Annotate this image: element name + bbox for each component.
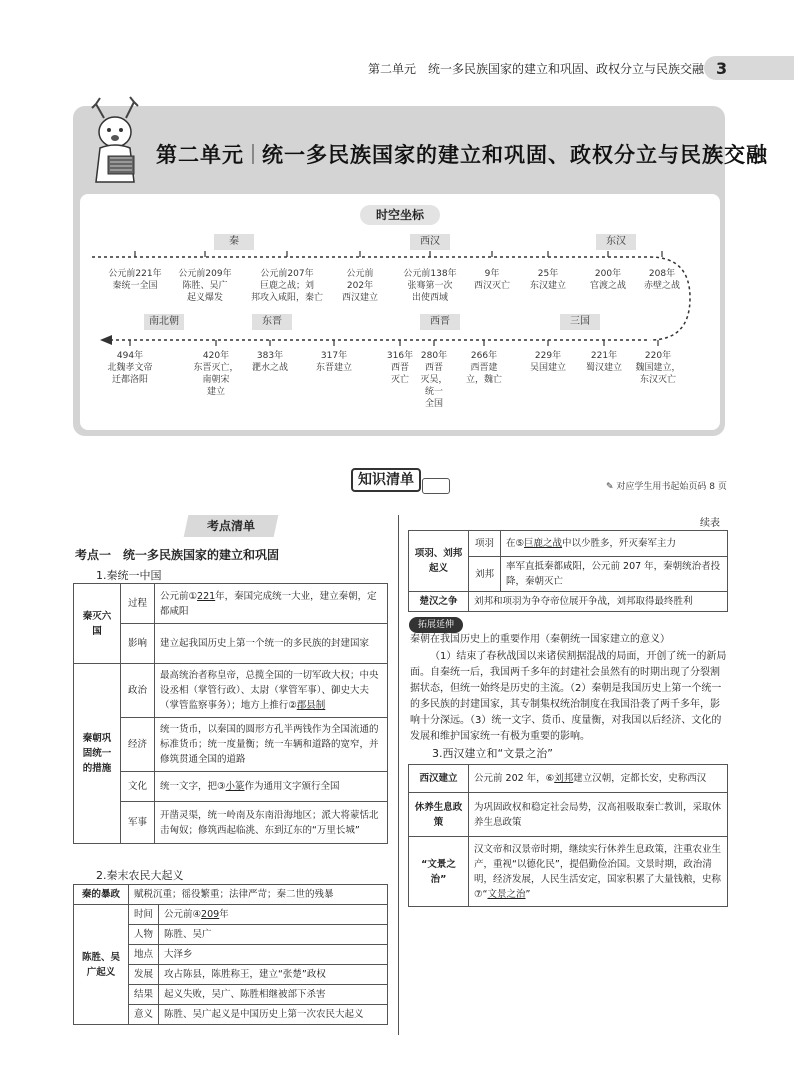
row-label: 经济 <box>121 718 155 772</box>
row-label: 项羽 <box>469 531 501 557</box>
unit-title-text: 统一多民族国家的建立和巩固、政权分立与民族交融 <box>262 143 768 167</box>
row-label: “文景之治” <box>409 837 469 907</box>
row-text: 起义失败，吴广、陈胜相继被部下杀害 <box>159 985 388 1005</box>
row-text: 为巩固政权和稳定社会局势，汉高祖吸取秦亡教训，采取休养生息政策 <box>469 793 728 837</box>
section3-title: 3.西汉建立和“文景之治” <box>432 747 553 760</box>
row-text: 汉文帝和汉景帝时期，继续实行休养生息政策，注重农业生产，重视“以德化民”，提倡勤俭治国。文景时期，政治清明，经济发展，人民生活安定，国家积累了大量钱粮，史称⑦“文景之治” <box>469 837 728 907</box>
row-label: 军事 <box>121 802 155 844</box>
kp1-title: 考点一 统一多民族国家的建立和巩固 <box>75 548 280 562</box>
row-label: 休养生息政策 <box>409 793 469 837</box>
row-text: 统一文字，把③小篆作为通用文字颁行全国 <box>155 772 388 802</box>
dynasty-qin: 秦 <box>214 234 254 250</box>
reference-note-text: 对应学生用书起始页码 8 页 <box>616 482 727 492</box>
dynasty-three-kingdoms: 三国 <box>560 314 600 330</box>
extension-title: 秦朝在我国历史上的重要作用（秦朝统一国家建立的意义） <box>410 634 670 645</box>
timeline-title: 时空坐标 <box>360 205 440 225</box>
running-title: 第二单元 统一多民族国家的建立和巩固、政权分立与民族交融 <box>368 62 705 76</box>
dynasty-western-jin: 西晋 <box>420 314 460 330</box>
timeline-event: 公元前209年 陈胜、吴广 起义爆发 <box>178 269 232 303</box>
timeline-event: 420年 东晋灭亡， 南朝宋 建立 <box>193 351 239 397</box>
timeline-event: 公元前221年 秦统一全国 <box>108 269 162 291</box>
row-label: 时间 <box>129 905 159 925</box>
row-label: 文化 <box>121 772 155 802</box>
row-text: 陈胜、吴广起义是中国历史上第一次农民大起义 <box>159 1005 388 1025</box>
row-text: 大泽乡 <box>159 945 388 965</box>
timeline-event: 25年 东汉建立 <box>529 269 567 291</box>
western-han-table <box>408 764 728 907</box>
row-text: 公元前①221年，秦国完成统一大业，建立秦朝，定都咸阳 <box>155 584 388 624</box>
row-text: 最高统治者称皇帝，总揽全国的一切军政大权；中央设丞相（掌管行政）、太尉（掌管军事）、御史大夫（掌管监察事务）；地方上推行②郡县制 <box>155 664 388 718</box>
row-text: 攻占陈县，陈胜称王，建立“张楚”政权 <box>159 965 388 985</box>
timeline-event: 316年 西晋 灭亡 <box>386 351 414 385</box>
row-text: 在⑤巨鹿之战中以少胜多，歼灭秦军主力 <box>501 531 728 557</box>
section1-title: 1.秦统一中国 <box>96 569 162 582</box>
timeline-event: 266年 西晋建 立，魏亡 <box>465 351 503 385</box>
timeline-event: 494年 北魏孝文帝 迁都洛阳 <box>107 351 153 385</box>
row-label: 人物 <box>129 925 159 945</box>
timeline-event: 220年 魏国建立， 东汉灭亡 <box>635 351 681 385</box>
row-label: 意义 <box>129 1005 159 1025</box>
dynasty-southern-northern: 南北朝 <box>144 314 184 330</box>
row-label: 刘邦 <box>469 557 501 592</box>
timeline-event: 公元前138年 张骞第一次 出使西域 <box>403 269 457 303</box>
timeline-event: 公元前 202年 西汉建立 <box>341 269 379 303</box>
column-divider <box>398 515 399 1035</box>
row-text: 率军直抵秦都咸阳，公元前 207 年，秦朝统治者投降，秦朝灭亡 <box>501 557 728 592</box>
group-label: 项羽、刘邦起义 <box>409 531 469 592</box>
row-text: 公元前 202 年，⑥刘邦建立汉朝，定都长安，史称西汉 <box>469 765 728 793</box>
row-label: 楚汉之争 <box>409 592 469 612</box>
blank-answer: 刘邦 <box>554 773 574 784</box>
chu-han-table <box>408 530 728 612</box>
timeline-event: 221年 蜀汉建立 <box>585 351 623 373</box>
group-label: 陈胜、吴广起义 <box>74 905 129 1025</box>
section2-title: 2.秦末农民大起义 <box>96 869 184 882</box>
qin-unification-table <box>73 583 388 844</box>
row-text: 刘邦和项羽为争夺帝位展开争战，刘邦取得最终胜利 <box>469 592 728 612</box>
knowledge-header: 知识清单 <box>351 468 421 492</box>
extension-tag: 拓展延伸 <box>409 617 463 633</box>
row-text: 开凿灵渠，统一岭南及东南沿海地区；派大将蒙恬北击匈奴；修筑西起临洮、东到辽东的“万里长城” <box>155 802 388 844</box>
unit-label: 第二单元 <box>156 143 244 167</box>
timeline-event: 280年 西晋 灭吴， 统一 全国 <box>420 351 448 409</box>
sub-header: 考点清单 <box>206 519 255 533</box>
blank-answer: 文景之治 <box>487 888 526 900</box>
peasant-uprising-table <box>73 884 388 1025</box>
group-label: 秦朝巩固统一的措施 <box>74 664 121 844</box>
blank-answer: 小篆 <box>225 781 245 792</box>
blank-answer: 209 <box>201 909 220 920</box>
timeline-event: 公元前207年 巨鹿之战；刘 邦攻入咸阳，秦亡 <box>250 269 324 303</box>
row-label: 影响 <box>121 624 155 664</box>
row-text: 统一货币，以秦国的圆形方孔半两钱作为全国流通的标准货币；统一度量衡；统一车辆和道路的宽窄，并修筑贯通全国的道路 <box>155 718 388 772</box>
blank-answer: 郡县制 <box>296 700 326 711</box>
timeline-event: 317年 东晋建立 <box>315 351 353 373</box>
dynasty-eastern-jin: 东晋 <box>252 314 292 330</box>
group-label: 秦灭六国 <box>74 584 121 664</box>
row-label: 发展 <box>129 965 159 985</box>
row-label: 政治 <box>121 664 155 718</box>
row-label: 地点 <box>129 945 159 965</box>
notebook-icon <box>422 478 450 494</box>
row-text: 建立起我国历史上第一个统一的多民族的封建国家 <box>155 624 388 664</box>
row-label: 结果 <box>129 985 159 1005</box>
dynasty-western-han: 西汉 <box>410 234 450 250</box>
reference-note: ✎ 对应学生用书起始页码 8 页 <box>606 482 727 492</box>
row-text: 公元前④209年 <box>159 905 388 925</box>
timeline-event: 208年 赤壁之战 <box>643 269 681 291</box>
page-number: 3 <box>716 59 728 78</box>
timeline-event: 229年 吴国建立 <box>529 351 567 373</box>
row-label: 西汉建立 <box>409 765 469 793</box>
row-text: 陈胜、吴广 <box>159 925 388 945</box>
timeline-event: 383年 淝水之战 <box>251 351 289 373</box>
extension-body: （1）结束了春秋战国以来诸侯割据混战的局面，开创了统一的新局面。自秦统一后，我国两千多年的封建社会虽然有的时期出现了分裂割据状态，但统一始终是历史的主流。（2）秦朝是我国历史上第一个统一的多民族的封建国家，其专制集权统治制度在我国沿袭了两千多年，影响十分深远。（3）统一文字、货币、度量衡，对我国以后经济、文化的发展和维护国家统一有极为重要的影响。 <box>410 651 727 742</box>
timeline-event: 200年 官渡之战 <box>589 269 627 291</box>
timeline-event: 9年 西汉灭亡 <box>473 269 511 291</box>
blank-answer: 巨鹿之战 <box>524 538 563 549</box>
blank-answer: 221 <box>197 590 216 602</box>
row-label: 过程 <box>121 584 155 624</box>
dynasty-eastern-han: 东汉 <box>596 234 636 250</box>
continued-label: 续表 <box>700 518 720 529</box>
row-label: 秦的暴政 <box>74 885 129 905</box>
row-text: 赋税沉重；徭役繁重；法律严苛；秦二世的残暴 <box>129 885 388 905</box>
